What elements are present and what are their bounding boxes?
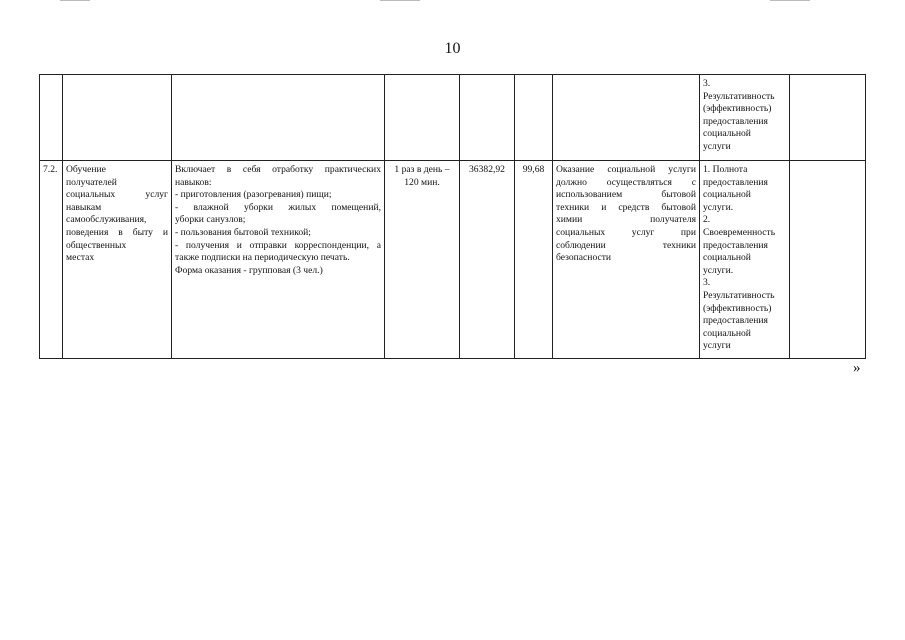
scan-top-line-left xyxy=(60,0,90,1)
cell-name-prev xyxy=(63,75,172,161)
cell-description: Включает в себя отработку практических навыков: - приготовления (разогревания) пищи; - влажной уборки жилых помещений, уборки санузлов; - пользования бытовой техникой; - получения и отправки корреспонденции, а также подписки на периодическую печать. Форма оказания - групповая (3 чел.) xyxy=(172,161,385,359)
cell-tariff: 36382,92 xyxy=(460,161,515,359)
cell-extra-prev xyxy=(790,75,866,161)
cell-conditions: Оказание социальной услуги должно осуществляться с использованием бытовой техники и средств бытовой химии получателя социальных услуг при соблюдении техники безопасности xyxy=(553,161,700,359)
scan-top-line-right xyxy=(770,0,810,1)
services-table xyxy=(39,74,866,359)
cell-extra xyxy=(790,161,866,359)
cell-description-prev xyxy=(172,75,385,161)
cell-duration: 99,68 xyxy=(515,161,553,359)
cell-conditions-prev xyxy=(553,75,700,161)
cell-number: 7.2. xyxy=(40,161,63,359)
cell-duration-prev xyxy=(515,75,553,161)
cell-frequency-prev xyxy=(385,75,460,161)
cell-tariff-prev xyxy=(460,75,515,161)
table-row-7-2 xyxy=(40,161,866,359)
cell-number-prev xyxy=(40,75,63,161)
scan-top-line-mid xyxy=(380,0,420,1)
table-row-previous xyxy=(40,75,866,161)
page-number: 10 xyxy=(444,40,461,57)
cell-frequency: 1 раз в день – 120 мин. xyxy=(385,161,460,359)
cell-name: Обучение получателей социальных услуг навыкам самообслуживания, поведения в быту и общественных местах xyxy=(63,161,172,359)
cell-criteria-prev: 3. Результативность (эффективность) предоставления социальной услуги xyxy=(700,75,790,161)
closing-quote: » xyxy=(853,360,861,376)
cell-criteria: 1. Полнота предоставления социальной услуги. 2. Своевременность предоставления социальной услуги. 3. Результативность (эффективность) предоставления социальной услуги xyxy=(700,161,790,359)
